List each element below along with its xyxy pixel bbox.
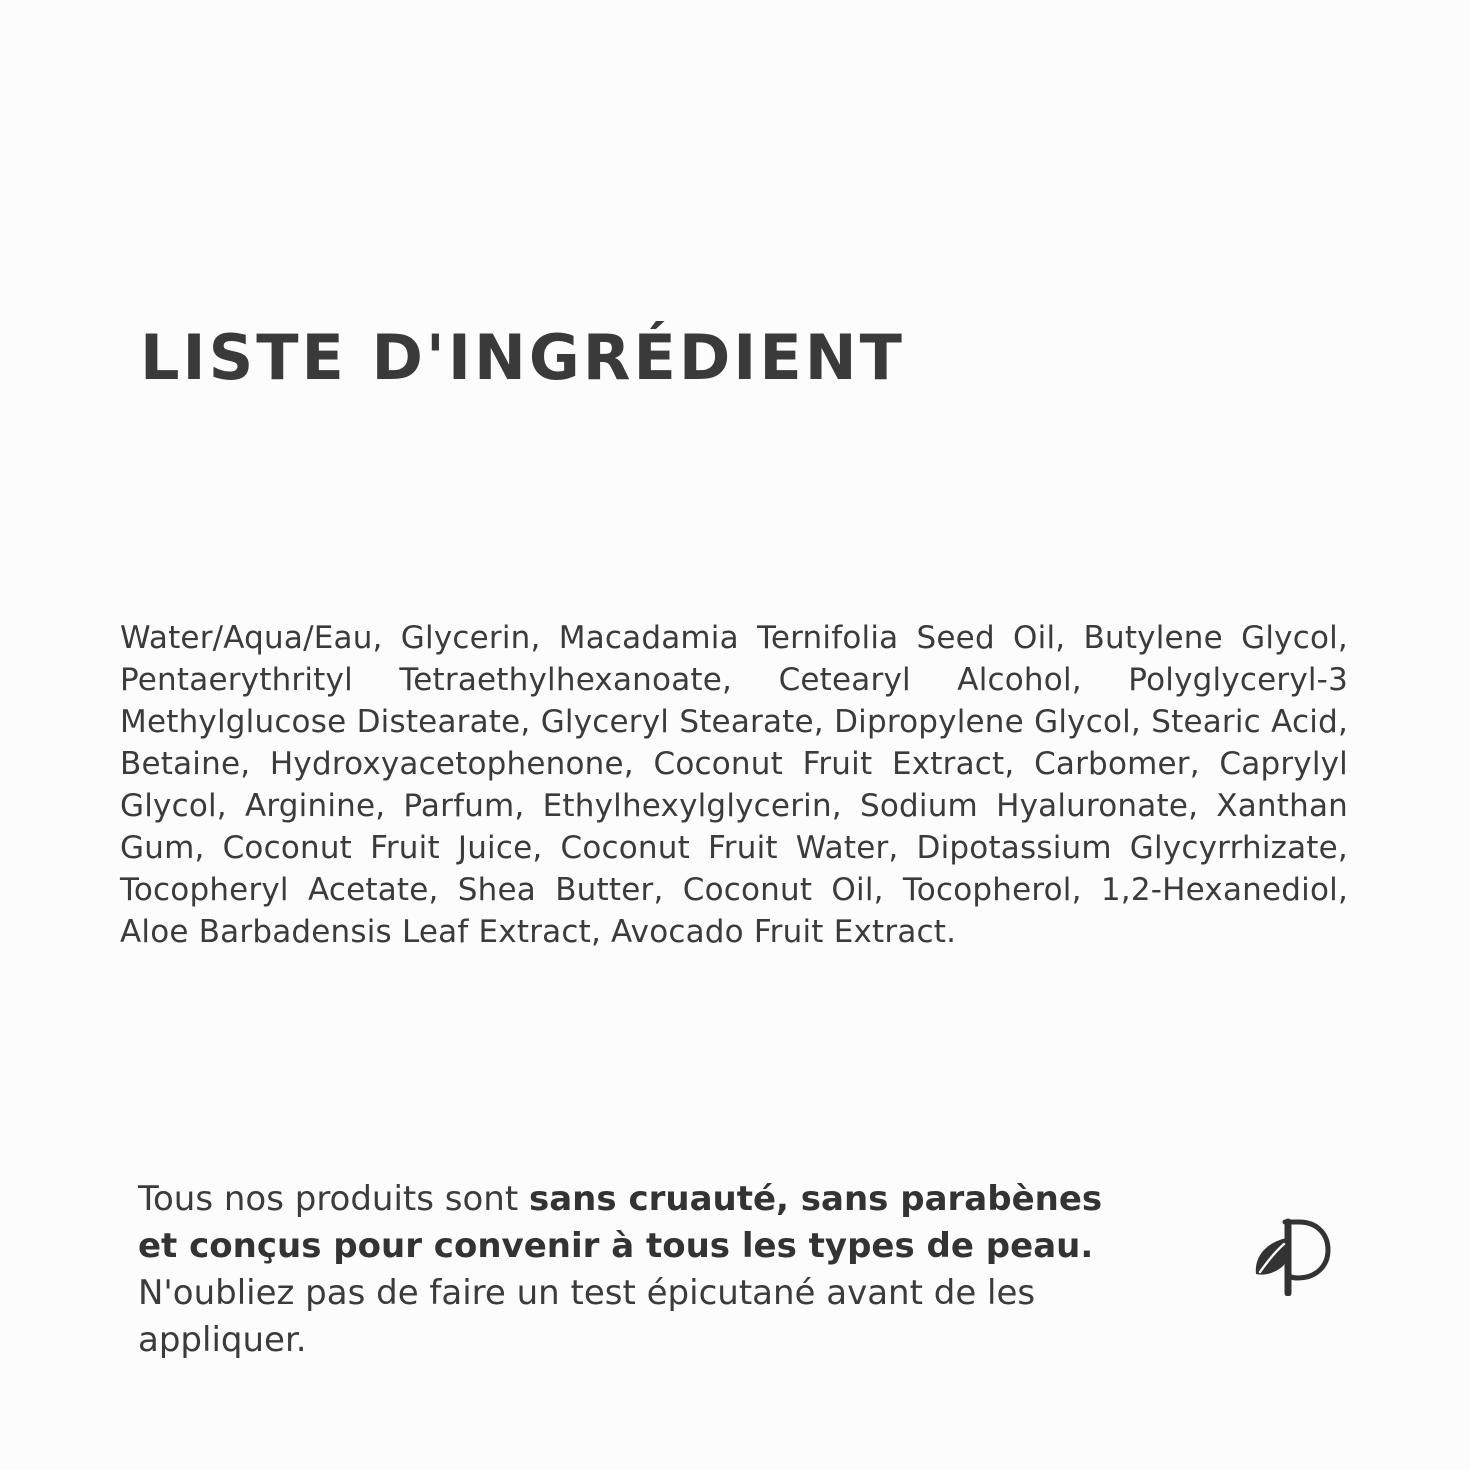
- product-note-intro: Tous nos produits sont: [138, 1179, 529, 1219]
- product-note-outro: N'oubliez pas de faire un test épicutané avant de les appliquer.: [138, 1273, 1036, 1360]
- product-note-highlight: sans cruauté, sans parabènes et conçus pour convenir à tous les types de peau.: [138, 1179, 1103, 1266]
- ingredient-list: Water/Aqua/Eau, Glycerin, Macadamia Ternifolia Seed Oil, Butylene Glycol, Pentaerythrityl Tetraethylhexanoate, Cetearyl Alcohol, Polyglyceryl-3 Methylglucose Distearate, Glyceryl Stearate, Dipropylene Glycol, Stearic Acid, Betaine, Hydroxyacetophenone, Coconut Fruit Extract, Carbomer, Caprylyl Glycol, Arginine, Parfum, Ethylhexylglycerin, Sodium Hyaluronate, Xanthan Gum, Coconut Fruit Juice, Coconut Fruit Water, Dipotassium Glycyrrhizate, Tocopheryl Acetate, Shea Butter, Coconut Oil, Tocopherol, 1,2-Hexanediol, Aloe Barbadensis Leaf Extract, Avocado Fruit Extract.: [120, 620, 1348, 950]
- page-title: LISTE D'INGRÉDIENT: [140, 321, 905, 394]
- product-note: [138, 1176, 1128, 1364]
- leaf-p-monogram-icon: [1251, 1218, 1333, 1296]
